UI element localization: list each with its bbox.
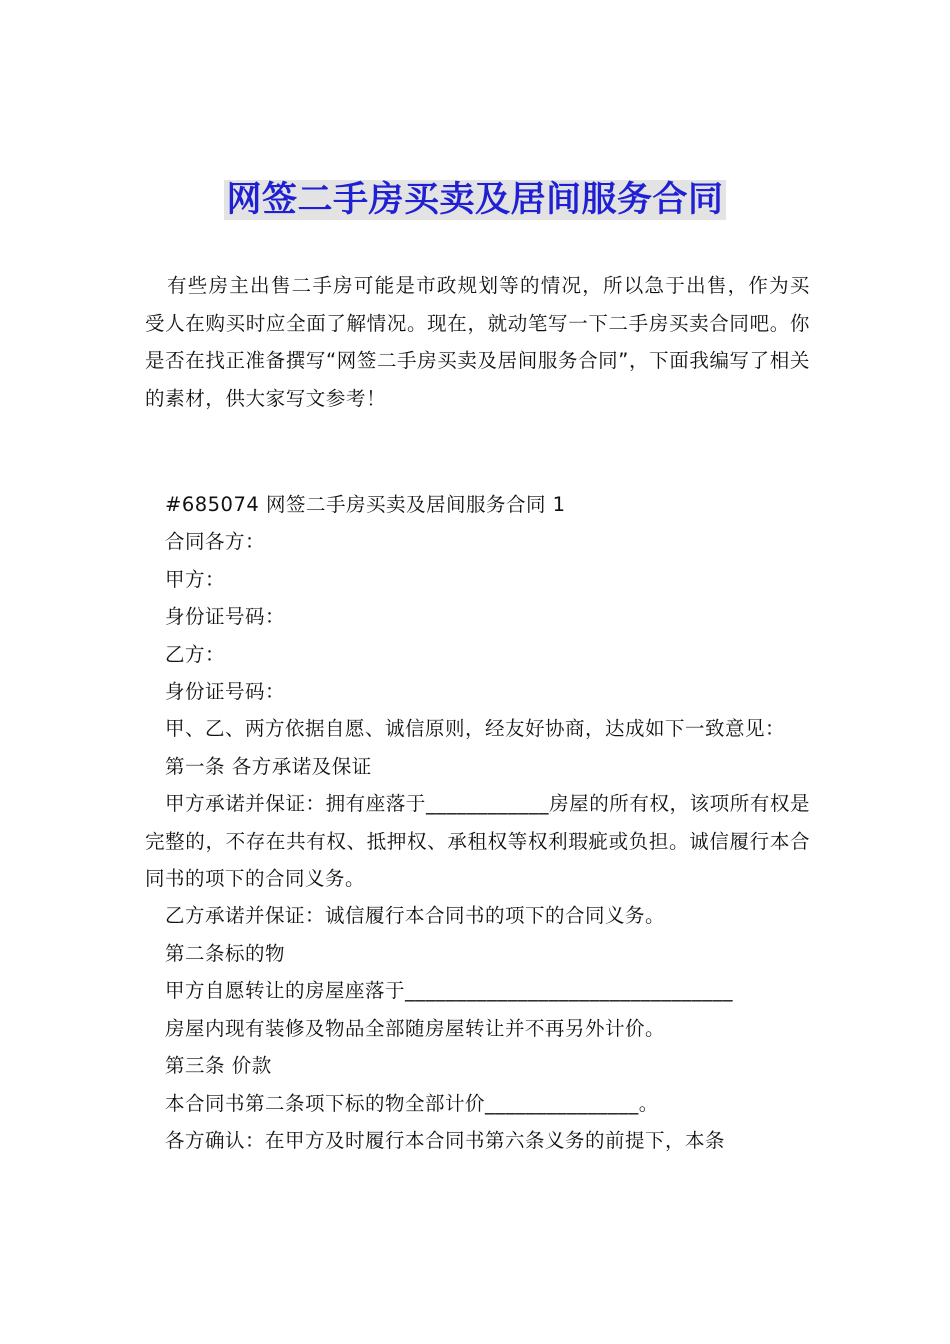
- article-3-confirmation: 各方确认：在甲方及时履行本合同书第六条义务的前提下，本条: [165, 1128, 726, 1152]
- article-3-price: 本合同书第二条项下标的物全部计价_______________。: [165, 1091, 659, 1115]
- agreement-preamble: 甲、乙、两方依据自愿、诚信原则，经友好协商，达成如下一致意见：: [165, 717, 786, 741]
- article-1-heading: 第一条 各方承诺及保证: [165, 754, 372, 778]
- document-title-text: 网签二手房买卖及居间服务合同: [226, 180, 724, 220]
- article-1-party-a: 甲方承诺并保证：拥有座落于____________房屋的所有权，该项所有权是完整的，不存在共有权、抵押权、承租权等权利瑕疵或负担。诚信履行本合同书的项下的合同义务。: [145, 792, 810, 891]
- contract-parties-label: 合同各方：: [165, 530, 266, 554]
- party-a-id-label: 身份证号码：: [165, 605, 286, 629]
- document-title: [0, 176, 950, 224]
- article-1-party-b: 乙方承诺并保证：诚信履行本合同书的项下的合同义务。: [165, 904, 666, 928]
- party-a-label: 甲方：: [165, 567, 226, 591]
- party-b-label: 乙方：: [165, 642, 226, 666]
- article-3-heading: 第三条 价款: [165, 1054, 272, 1078]
- article-2-location: 甲方自愿转让的房屋座落于________________________________: [165, 979, 734, 1003]
- article-2-furnishings: 房屋内现有装修及物品全部随房屋转让并不再另外计价。: [165, 1016, 666, 1040]
- intro-paragraph: 有些房主出售二手房可能是市政规划等的情况，所以急于出售，作为买受人在购买时应全面了解情况。现在，就动笔写一下二手房买卖合同吧。你是否在找正准备撰写“网签二手房买卖及居间服务合同”，下面我编写了相关的素材，供大家写文参考！: [145, 274, 810, 410]
- party-b-id-label: 身份证号码：: [165, 680, 286, 704]
- contract-heading: #685074 网签二手房买卖及居间服务合同 1: [165, 493, 566, 516]
- article-2-heading: 第二条标的物: [165, 941, 286, 965]
- contract-body: [145, 486, 810, 1159]
